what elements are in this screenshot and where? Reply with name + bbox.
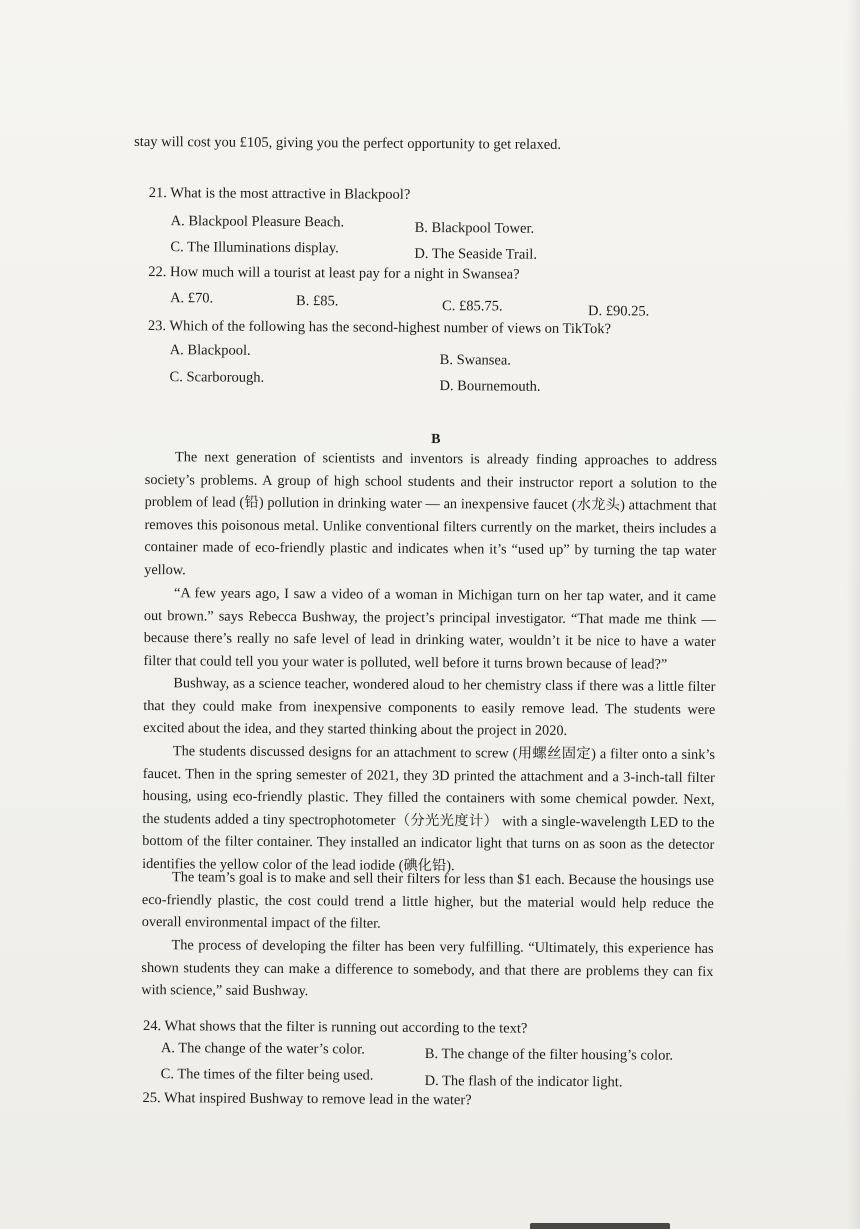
q24-option-c: C. The times of the filter being used. xyxy=(160,1066,374,1084)
q23-option-d: D. Bournemouth. xyxy=(439,378,541,395)
section-b-title: B xyxy=(431,432,441,448)
question-21: 21. What is the most attractive in Blackpool? xyxy=(148,185,411,203)
intro-tail-text: stay will cost you £105, giving you the perfect opportunity to get relaxed. xyxy=(134,133,562,153)
q22-option-d: D. £90.25. xyxy=(587,303,650,320)
q23-option-c: C. Scarborough. xyxy=(169,369,265,386)
q22-option-c: C. £85.75. xyxy=(441,298,503,315)
question-25: 25. What inspired Bushway to remove lead in the water? xyxy=(142,1090,472,1109)
q21-option-a: A. Blackpool Pleasure Beach. xyxy=(170,213,345,231)
passage-paragraph-1: The next generation of scientists and inventors is already finding approaches to address society’s problems. A group of high school students and their instructor report a solution to the problem of lead (铅) pollution in drinking water — an inexpensive faucet (水龙头) attachment that removes this poisonous metal. Unlike conventional filters currently on the market, theirs includes a container made of eco-friendly plastic and indicates when it’s “used up” by turning the tap water yellow. xyxy=(144,449,718,579)
q24-option-d: D. The flash of the indicator light. xyxy=(424,1072,623,1091)
q21-option-c: C. The Illuminations display. xyxy=(170,239,339,257)
page-edge-shadow xyxy=(846,0,860,1229)
q24-option-b: B. The change of the filter housing’s color. xyxy=(424,1045,674,1064)
passage-paragraph-4: The students discussed designs for an attachment to screw (用螺丝固定) a filter onto a sink’s faucet. Then in the spring semester of 2021, they 3D printed the attachment and a 3-inch-tall filter housing, using eco-friendly plastic. They filled the containers with some chemical powder. Next, the students added a tiny spectrophotometer（分光光度计） with a single-wavelength LED to the bottom of the filter container. They installed an indicator light that turns on as soon as the detector identifies the yellow color of the lead iodide (碘化铅). xyxy=(142,743,715,875)
passage-paragraph-3: Bushway, as a science teacher, wondered aloud to her chemistry class if there was a little filter that they could make from inexpensive components to easily remove lead. The students were excited about the idea, and they started thinking about the project in 2020. xyxy=(143,675,716,740)
q21-option-b: B. Blackpool Tower. xyxy=(414,219,535,237)
binder-clip-edge xyxy=(530,1223,670,1229)
q22-option-a: A. £70. xyxy=(170,290,214,307)
page-content xyxy=(4,0,860,1109)
passage-paragraph-2: “A few years ago, I saw a video of a woman in Michigan turn on her tap water, and it came out brown.” says Rebecca Bushway, the project’s principal investigator. “That made me think — because there’s really no safe level of lead in drinking water, wouldn’t it be nice to have a water filter that could tell you your water is polluted, well before it turns brown because of lead?” xyxy=(143,585,717,673)
question-22: 22. How much will a tourist at least pay for a night in Swansea? xyxy=(148,264,520,283)
question-23: 23. Which of the following has the second-highest number of views on TikTok? xyxy=(147,318,612,338)
question-24: 24. What shows that the filter is running out according to the text? xyxy=(142,1018,528,1037)
q23-option-a: A. Blackpool. xyxy=(169,342,251,359)
q24-option-a: A. The change of the water’s color. xyxy=(160,1040,365,1058)
q23-option-b: B. Swansea. xyxy=(439,352,512,369)
passage-paragraph-6: The process of developing the filter has been very fulfilling. “Ultimately, this experience has shown students they can make a difference to somebody, and that there are problems they can fix with science,” said Bushway. xyxy=(141,937,714,1000)
q21-option-d: D. The Seaside Trail. xyxy=(414,245,538,263)
passage-paragraph-5: The team’s goal is to make and sell their filters for less than $1 each. Because the housings use eco-friendly plastic, the cost could trend a little higher, but the material would help reduce the overall environmental impact of the filter. xyxy=(141,869,715,932)
q22-option-b: B. £85. xyxy=(296,293,339,310)
